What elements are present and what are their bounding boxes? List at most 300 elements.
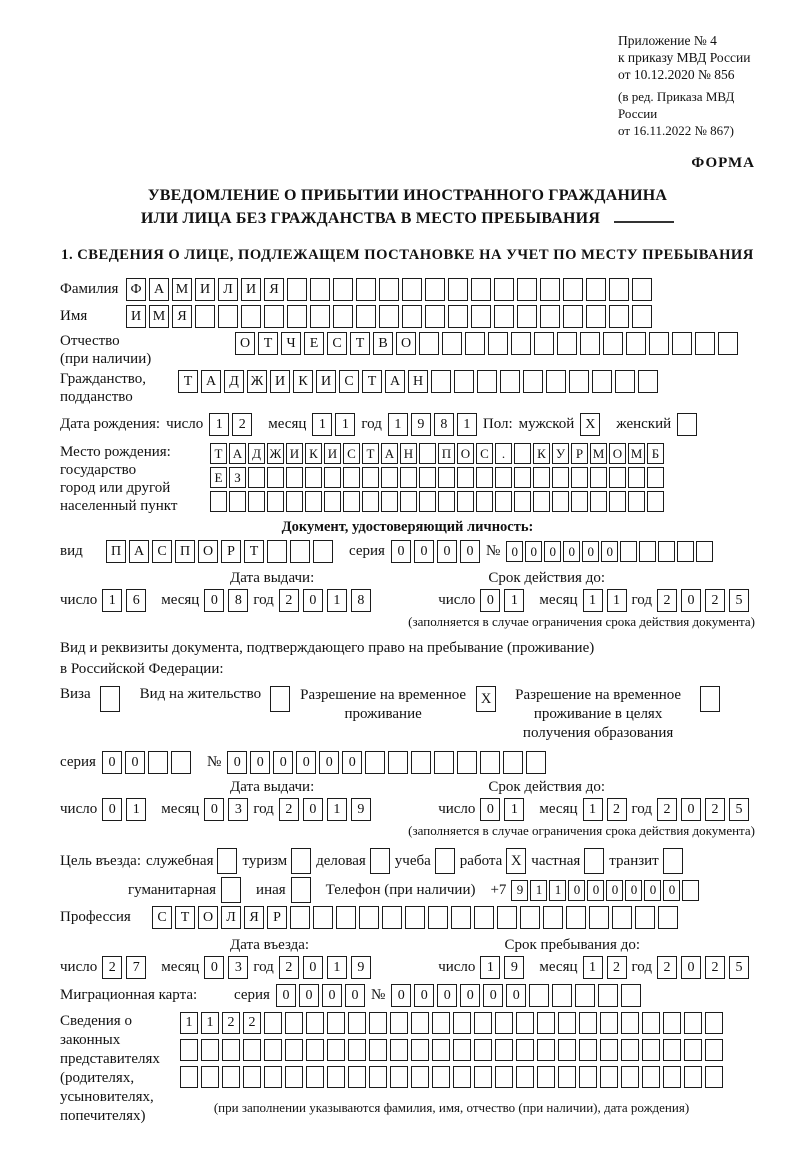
representatives-char-box[interactable] <box>369 1039 387 1061</box>
representatives-char-box[interactable] <box>642 1039 660 1061</box>
entry-year-box[interactable]: 0 <box>303 956 323 979</box>
doc-valid-month-box[interactable]: 1 <box>607 589 627 612</box>
entry-year-box[interactable]: 9 <box>351 956 371 979</box>
citizenship-char-box[interactable] <box>477 370 497 393</box>
profession-char-box[interactable] <box>658 906 678 929</box>
permit-series-box[interactable]: 0 <box>125 751 145 774</box>
firstname-char-box[interactable] <box>425 305 445 328</box>
doc-kind-char-box[interactable]: Р <box>221 540 241 563</box>
doc-number-box[interactable] <box>620 541 637 562</box>
patronymic-char-box[interactable]: Т <box>258 332 278 355</box>
representatives-char-box[interactable] <box>579 1066 597 1088</box>
birth-place-char-box[interactable] <box>229 491 246 512</box>
firstname-char-box[interactable] <box>195 305 215 328</box>
representatives-char-box[interactable] <box>663 1012 681 1034</box>
birth-place-char-box[interactable] <box>438 467 455 488</box>
doc-issue-year-box[interactable]: 1 <box>327 589 347 612</box>
patronymic-char-box[interactable] <box>626 332 646 355</box>
firstname-char-box[interactable]: И <box>126 305 146 328</box>
birth-place-char-box[interactable] <box>381 491 398 512</box>
birth-place-char-box[interactable]: Т <box>362 443 379 464</box>
doc-issue-day-box[interactable]: 6 <box>126 589 146 612</box>
surname-char-box[interactable]: И <box>195 278 215 301</box>
representatives-char-box[interactable] <box>348 1066 366 1088</box>
permit-valid-year-box[interactable]: 0 <box>681 798 701 821</box>
firstname-char-box[interactable] <box>632 305 652 328</box>
citizenship-char-box[interactable] <box>592 370 612 393</box>
birth-place-char-box[interactable] <box>571 467 588 488</box>
migration-series-box[interactable]: 0 <box>276 984 296 1007</box>
stay-day-box[interactable]: 9 <box>504 956 524 979</box>
profession-char-box[interactable] <box>405 906 425 929</box>
firstname-char-box[interactable] <box>448 305 468 328</box>
birth-place-char-box[interactable]: А <box>229 443 246 464</box>
citizenship-char-box[interactable]: К <box>293 370 313 393</box>
representatives-char-box[interactable] <box>264 1039 282 1061</box>
patronymic-char-box[interactable] <box>718 332 738 355</box>
surname-char-box[interactable]: А <box>149 278 169 301</box>
firstname-char-box[interactable] <box>517 305 537 328</box>
representatives-char-box[interactable] <box>411 1012 429 1034</box>
stay-day-box[interactable]: 1 <box>480 956 500 979</box>
birth-place-char-box[interactable]: Т <box>210 443 227 464</box>
doc-number-box[interactable] <box>639 541 656 562</box>
citizenship-char-box[interactable]: И <box>316 370 336 393</box>
permit-number-box[interactable]: 0 <box>342 751 362 774</box>
citizenship-char-box[interactable]: Т <box>362 370 382 393</box>
citizenship-char-box[interactable]: Д <box>224 370 244 393</box>
birth-place-char-box[interactable] <box>381 467 398 488</box>
patronymic-char-box[interactable] <box>419 332 439 355</box>
visa-box[interactable] <box>100 686 120 712</box>
birth-place-char-box[interactable] <box>305 491 322 512</box>
representatives-char-box[interactable] <box>663 1039 681 1061</box>
patronymic-char-box[interactable]: Т <box>350 332 370 355</box>
firstname-char-box[interactable]: М <box>149 305 169 328</box>
representatives-char-box[interactable] <box>621 1066 639 1088</box>
representatives-char-box[interactable] <box>306 1066 324 1088</box>
profession-char-box[interactable] <box>635 906 655 929</box>
birth-place-char-box[interactable] <box>647 491 664 512</box>
representatives-char-box[interactable] <box>201 1039 219 1061</box>
doc-kind-char-box[interactable]: П <box>106 540 126 563</box>
phone-digit-box[interactable] <box>682 880 699 901</box>
representatives-char-box[interactable]: 1 <box>201 1012 219 1034</box>
firstname-char-box[interactable] <box>586 305 606 328</box>
representatives-char-box[interactable] <box>516 1039 534 1061</box>
birth-place-char-box[interactable]: К <box>305 443 322 464</box>
doc-number-box[interactable]: 0 <box>544 541 561 562</box>
birth-place-char-box[interactable] <box>647 467 664 488</box>
representatives-char-box[interactable] <box>600 1012 618 1034</box>
doc-number-box[interactable] <box>696 541 713 562</box>
representatives-char-box[interactable] <box>390 1012 408 1034</box>
citizenship-char-box[interactable]: Н <box>408 370 428 393</box>
profession-char-box[interactable]: О <box>198 906 218 929</box>
entry-month-box[interactable]: 3 <box>228 956 248 979</box>
doc-issue-month-box[interactable]: 0 <box>204 589 224 612</box>
permit-valid-day-box[interactable]: 1 <box>504 798 524 821</box>
birth-place-char-box[interactable]: Е <box>210 467 227 488</box>
patronymic-char-box[interactable] <box>442 332 462 355</box>
representatives-char-box[interactable] <box>642 1012 660 1034</box>
birth-place-char-box[interactable] <box>457 491 474 512</box>
profession-char-box[interactable] <box>290 906 310 929</box>
birth-day-box[interactable]: 1 <box>209 413 229 436</box>
surname-char-box[interactable] <box>356 278 376 301</box>
entry-day-box[interactable]: 7 <box>126 956 146 979</box>
birth-place-char-box[interactable]: . <box>495 443 512 464</box>
representatives-char-box[interactable] <box>621 1039 639 1061</box>
profession-char-box[interactable] <box>520 906 540 929</box>
representatives-char-box[interactable] <box>495 1012 513 1034</box>
doc-kind-char-box[interactable]: Т <box>244 540 264 563</box>
profession-char-box[interactable]: Р <box>267 906 287 929</box>
permit-valid-year-box[interactable]: 5 <box>729 798 749 821</box>
purpose-transit-box[interactable] <box>663 848 683 874</box>
migration-number-box[interactable]: 0 <box>414 984 434 1007</box>
surname-char-box[interactable] <box>494 278 514 301</box>
representatives-char-box[interactable] <box>537 1012 555 1034</box>
birth-place-char-box[interactable] <box>419 467 436 488</box>
birth-year-box[interactable]: 1 <box>388 413 408 436</box>
birth-place-char-box[interactable]: Ж <box>267 443 284 464</box>
birth-place-char-box[interactable] <box>628 467 645 488</box>
birth-place-char-box[interactable]: Н <box>400 443 417 464</box>
birth-place-char-box[interactable]: Д <box>248 443 265 464</box>
birth-place-char-box[interactable] <box>248 491 265 512</box>
birth-place-char-box[interactable] <box>495 491 512 512</box>
representatives-char-box[interactable] <box>432 1012 450 1034</box>
representatives-char-box[interactable]: 2 <box>243 1012 261 1034</box>
profession-char-box[interactable] <box>313 906 333 929</box>
representatives-char-box[interactable] <box>348 1012 366 1034</box>
representatives-char-box[interactable] <box>390 1066 408 1088</box>
birth-place-char-box[interactable] <box>267 491 284 512</box>
permit-series-box[interactable]: 0 <box>102 751 122 774</box>
representatives-char-box[interactable] <box>432 1066 450 1088</box>
firstname-char-box[interactable] <box>402 305 422 328</box>
birth-place-char-box[interactable]: И <box>286 443 303 464</box>
permit-series-box[interactable] <box>171 751 191 774</box>
surname-char-box[interactable]: Л <box>218 278 238 301</box>
citizenship-char-box[interactable]: Ж <box>247 370 267 393</box>
surname-char-box[interactable]: М <box>172 278 192 301</box>
citizenship-char-box[interactable] <box>546 370 566 393</box>
sex-male-box[interactable]: X <box>580 413 600 436</box>
patronymic-char-box[interactable] <box>603 332 623 355</box>
representatives-char-box[interactable] <box>600 1066 618 1088</box>
representatives-char-box[interactable] <box>642 1066 660 1088</box>
surname-char-box[interactable] <box>425 278 445 301</box>
patronymic-char-box[interactable] <box>465 332 485 355</box>
doc-kind-char-box[interactable]: А <box>129 540 149 563</box>
citizenship-char-box[interactable] <box>431 370 451 393</box>
migration-number-box[interactable] <box>575 984 595 1007</box>
purpose-official-box[interactable] <box>217 848 237 874</box>
birth-place-char-box[interactable] <box>419 491 436 512</box>
birth-place-char-box[interactable] <box>438 491 455 512</box>
permit-valid-year-box[interactable]: 2 <box>705 798 725 821</box>
phone-digit-box[interactable]: 0 <box>625 880 642 901</box>
doc-kind-char-box[interactable] <box>267 540 287 563</box>
representatives-char-box[interactable] <box>684 1012 702 1034</box>
patronymic-char-box[interactable] <box>672 332 692 355</box>
purpose-private-box[interactable] <box>584 848 604 874</box>
birth-place-char-box[interactable] <box>590 491 607 512</box>
representatives-char-box[interactable] <box>495 1039 513 1061</box>
representatives-char-box[interactable] <box>474 1012 492 1034</box>
sex-female-box[interactable] <box>677 413 697 436</box>
representatives-char-box[interactable] <box>180 1039 198 1061</box>
birth-place-char-box[interactable]: О <box>457 443 474 464</box>
birth-year-box[interactable]: 8 <box>434 413 454 436</box>
doc-issue-year-box[interactable]: 2 <box>279 589 299 612</box>
doc-number-box[interactable] <box>658 541 675 562</box>
representatives-char-box[interactable] <box>537 1039 555 1061</box>
firstname-char-box[interactable] <box>264 305 284 328</box>
representatives-char-box[interactable]: 2 <box>222 1012 240 1034</box>
surname-char-box[interactable] <box>310 278 330 301</box>
permit-number-box[interactable] <box>503 751 523 774</box>
stay-year-box[interactable]: 0 <box>681 956 701 979</box>
permit-valid-year-box[interactable]: 2 <box>657 798 677 821</box>
permit-number-box[interactable] <box>526 751 546 774</box>
permit-issue-day-box[interactable]: 1 <box>126 798 146 821</box>
patronymic-char-box[interactable]: С <box>327 332 347 355</box>
representatives-char-box[interactable] <box>453 1012 471 1034</box>
citizenship-char-box[interactable]: А <box>385 370 405 393</box>
profession-char-box[interactable] <box>612 906 632 929</box>
permit-issue-year-box[interactable]: 1 <box>327 798 347 821</box>
representatives-char-box[interactable] <box>180 1066 198 1088</box>
representatives-char-box[interactable]: 1 <box>180 1012 198 1034</box>
profession-char-box[interactable] <box>474 906 494 929</box>
citizenship-char-box[interactable] <box>615 370 635 393</box>
doc-kind-char-box[interactable]: С <box>152 540 172 563</box>
firstname-char-box[interactable] <box>563 305 583 328</box>
representatives-char-box[interactable] <box>348 1039 366 1061</box>
patronymic-char-box[interactable] <box>511 332 531 355</box>
representatives-char-box[interactable] <box>453 1066 471 1088</box>
doc-valid-day-box[interactable]: 0 <box>480 589 500 612</box>
representatives-char-box[interactable] <box>327 1039 345 1061</box>
birth-place-char-box[interactable]: У <box>552 443 569 464</box>
permit-series-box[interactable] <box>148 751 168 774</box>
patronymic-char-box[interactable]: О <box>396 332 416 355</box>
representatives-char-box[interactable] <box>474 1066 492 1088</box>
citizenship-char-box[interactable]: А <box>201 370 221 393</box>
migration-number-box[interactable]: 0 <box>391 984 411 1007</box>
patronymic-char-box[interactable]: Ч <box>281 332 301 355</box>
phone-digit-box[interactable]: 1 <box>549 880 566 901</box>
birth-place-char-box[interactable] <box>552 467 569 488</box>
representatives-char-box[interactable] <box>369 1066 387 1088</box>
doc-kind-char-box[interactable]: П <box>175 540 195 563</box>
representatives-char-box[interactable] <box>495 1066 513 1088</box>
purpose-work-box[interactable]: X <box>506 848 526 874</box>
birth-place-char-box[interactable] <box>286 467 303 488</box>
birth-place-char-box[interactable] <box>552 491 569 512</box>
birth-place-char-box[interactable] <box>400 491 417 512</box>
profession-char-box[interactable] <box>589 906 609 929</box>
representatives-char-box[interactable] <box>474 1039 492 1061</box>
stay-year-box[interactable]: 5 <box>729 956 749 979</box>
patronymic-char-box[interactable] <box>695 332 715 355</box>
stay-year-box[interactable]: 2 <box>657 956 677 979</box>
migration-number-box[interactable]: 0 <box>437 984 457 1007</box>
birth-place-char-box[interactable]: К <box>533 443 550 464</box>
representatives-char-box[interactable] <box>432 1039 450 1061</box>
migration-number-box[interactable]: 0 <box>460 984 480 1007</box>
surname-char-box[interactable] <box>448 278 468 301</box>
representatives-char-box[interactable] <box>243 1066 261 1088</box>
permit-issue-month-box[interactable]: 0 <box>204 798 224 821</box>
permit-valid-month-box[interactable]: 1 <box>583 798 603 821</box>
firstname-char-box[interactable] <box>356 305 376 328</box>
doc-number-box[interactable]: 0 <box>563 541 580 562</box>
birth-place-char-box[interactable]: С <box>343 443 360 464</box>
doc-number-box[interactable]: 0 <box>582 541 599 562</box>
birth-place-char-box[interactable] <box>571 491 588 512</box>
permit-number-box[interactable] <box>457 751 477 774</box>
birth-place-char-box[interactable] <box>400 467 417 488</box>
patronymic-char-box[interactable] <box>557 332 577 355</box>
birth-place-char-box[interactable] <box>362 467 379 488</box>
representatives-char-box[interactable] <box>264 1012 282 1034</box>
migration-number-box[interactable]: 0 <box>483 984 503 1007</box>
patronymic-char-box[interactable]: В <box>373 332 393 355</box>
representatives-char-box[interactable] <box>705 1039 723 1061</box>
birth-place-char-box[interactable] <box>248 467 265 488</box>
representatives-char-box[interactable] <box>369 1012 387 1034</box>
doc-issue-year-box[interactable]: 8 <box>351 589 371 612</box>
firstname-char-box[interactable] <box>379 305 399 328</box>
citizenship-char-box[interactable] <box>638 370 658 393</box>
purpose-tourism-box[interactable] <box>291 848 311 874</box>
surname-char-box[interactable] <box>379 278 399 301</box>
birth-place-char-box[interactable]: М <box>590 443 607 464</box>
birth-place-char-box[interactable] <box>362 491 379 512</box>
representatives-char-box[interactable] <box>327 1012 345 1034</box>
birth-place-char-box[interactable] <box>533 467 550 488</box>
doc-issue-year-box[interactable]: 0 <box>303 589 323 612</box>
surname-char-box[interactable] <box>563 278 583 301</box>
profession-char-box[interactable] <box>359 906 379 929</box>
permit-issue-year-box[interactable]: 0 <box>303 798 323 821</box>
representatives-char-box[interactable] <box>306 1012 324 1034</box>
birth-place-char-box[interactable]: П <box>438 443 455 464</box>
birth-place-char-box[interactable]: М <box>628 443 645 464</box>
doc-number-box[interactable]: 0 <box>601 541 618 562</box>
representatives-char-box[interactable] <box>705 1012 723 1034</box>
firstname-char-box[interactable] <box>333 305 353 328</box>
entry-year-box[interactable]: 1 <box>327 956 347 979</box>
permit-valid-day-box[interactable]: 0 <box>480 798 500 821</box>
birth-month-box[interactable]: 1 <box>312 413 332 436</box>
birth-place-char-box[interactable] <box>324 491 341 512</box>
patronymic-char-box[interactable]: О <box>235 332 255 355</box>
permit-number-box[interactable]: 0 <box>273 751 293 774</box>
permit-issue-year-box[interactable]: 2 <box>279 798 299 821</box>
birth-place-char-box[interactable] <box>533 491 550 512</box>
doc-valid-day-box[interactable]: 1 <box>504 589 524 612</box>
profession-char-box[interactable] <box>451 906 471 929</box>
representatives-char-box[interactable] <box>558 1039 576 1061</box>
doc-kind-char-box[interactable]: О <box>198 540 218 563</box>
firstname-char-box[interactable] <box>471 305 491 328</box>
representatives-char-box[interactable] <box>201 1066 219 1088</box>
representatives-char-box[interactable] <box>579 1012 597 1034</box>
representatives-char-box[interactable] <box>243 1039 261 1061</box>
surname-char-box[interactable]: И <box>241 278 261 301</box>
patronymic-char-box[interactable] <box>488 332 508 355</box>
firstname-char-box[interactable] <box>540 305 560 328</box>
surname-char-box[interactable] <box>609 278 629 301</box>
firstname-char-box[interactable] <box>310 305 330 328</box>
birth-place-char-box[interactable] <box>514 443 531 464</box>
representatives-char-box[interactable] <box>621 1012 639 1034</box>
representatives-char-box[interactable] <box>411 1066 429 1088</box>
permit-number-box[interactable]: 0 <box>296 751 316 774</box>
profession-char-box[interactable] <box>382 906 402 929</box>
birth-place-char-box[interactable]: И <box>324 443 341 464</box>
birth-place-char-box[interactable]: А <box>381 443 398 464</box>
representatives-char-box[interactable] <box>684 1066 702 1088</box>
migration-number-box[interactable] <box>621 984 641 1007</box>
permit-number-box[interactable]: 0 <box>319 751 339 774</box>
birth-year-box[interactable]: 1 <box>457 413 477 436</box>
representatives-char-box[interactable] <box>516 1066 534 1088</box>
birth-place-char-box[interactable] <box>514 491 531 512</box>
representatives-char-box[interactable] <box>453 1039 471 1061</box>
migration-series-box[interactable]: 0 <box>345 984 365 1007</box>
surname-char-box[interactable] <box>287 278 307 301</box>
profession-char-box[interactable] <box>336 906 356 929</box>
patronymic-char-box[interactable]: Е <box>304 332 324 355</box>
representatives-char-box[interactable] <box>705 1066 723 1088</box>
representatives-char-box[interactable] <box>558 1066 576 1088</box>
phone-digit-box[interactable]: 0 <box>663 880 680 901</box>
representatives-char-box[interactable] <box>390 1039 408 1061</box>
birth-place-char-box[interactable] <box>457 467 474 488</box>
representatives-char-box[interactable] <box>285 1066 303 1088</box>
doc-number-box[interactable]: 0 <box>525 541 542 562</box>
citizenship-char-box[interactable] <box>569 370 589 393</box>
phone-digit-box[interactable]: 0 <box>568 880 585 901</box>
doc-valid-year-box[interactable]: 2 <box>705 589 725 612</box>
migration-series-box[interactable]: 0 <box>322 984 342 1007</box>
representatives-char-box[interactable] <box>285 1039 303 1061</box>
citizenship-char-box[interactable]: С <box>339 370 359 393</box>
doc-number-box[interactable] <box>677 541 694 562</box>
profession-char-box[interactable] <box>566 906 586 929</box>
birth-month-box[interactable]: 1 <box>335 413 355 436</box>
surname-char-box[interactable] <box>471 278 491 301</box>
profession-char-box[interactable]: Я <box>244 906 264 929</box>
firstname-char-box[interactable] <box>609 305 629 328</box>
surname-char-box[interactable] <box>517 278 537 301</box>
representatives-char-box[interactable] <box>411 1039 429 1061</box>
patronymic-char-box[interactable] <box>649 332 669 355</box>
representatives-char-box[interactable] <box>684 1039 702 1061</box>
phone-digit-box[interactable]: 0 <box>606 880 623 901</box>
birth-place-char-box[interactable] <box>343 491 360 512</box>
birth-place-char-box[interactable] <box>267 467 284 488</box>
phone-digit-box[interactable]: 0 <box>644 880 661 901</box>
edu-permit-box[interactable] <box>700 686 720 712</box>
surname-char-box[interactable]: Ф <box>126 278 146 301</box>
